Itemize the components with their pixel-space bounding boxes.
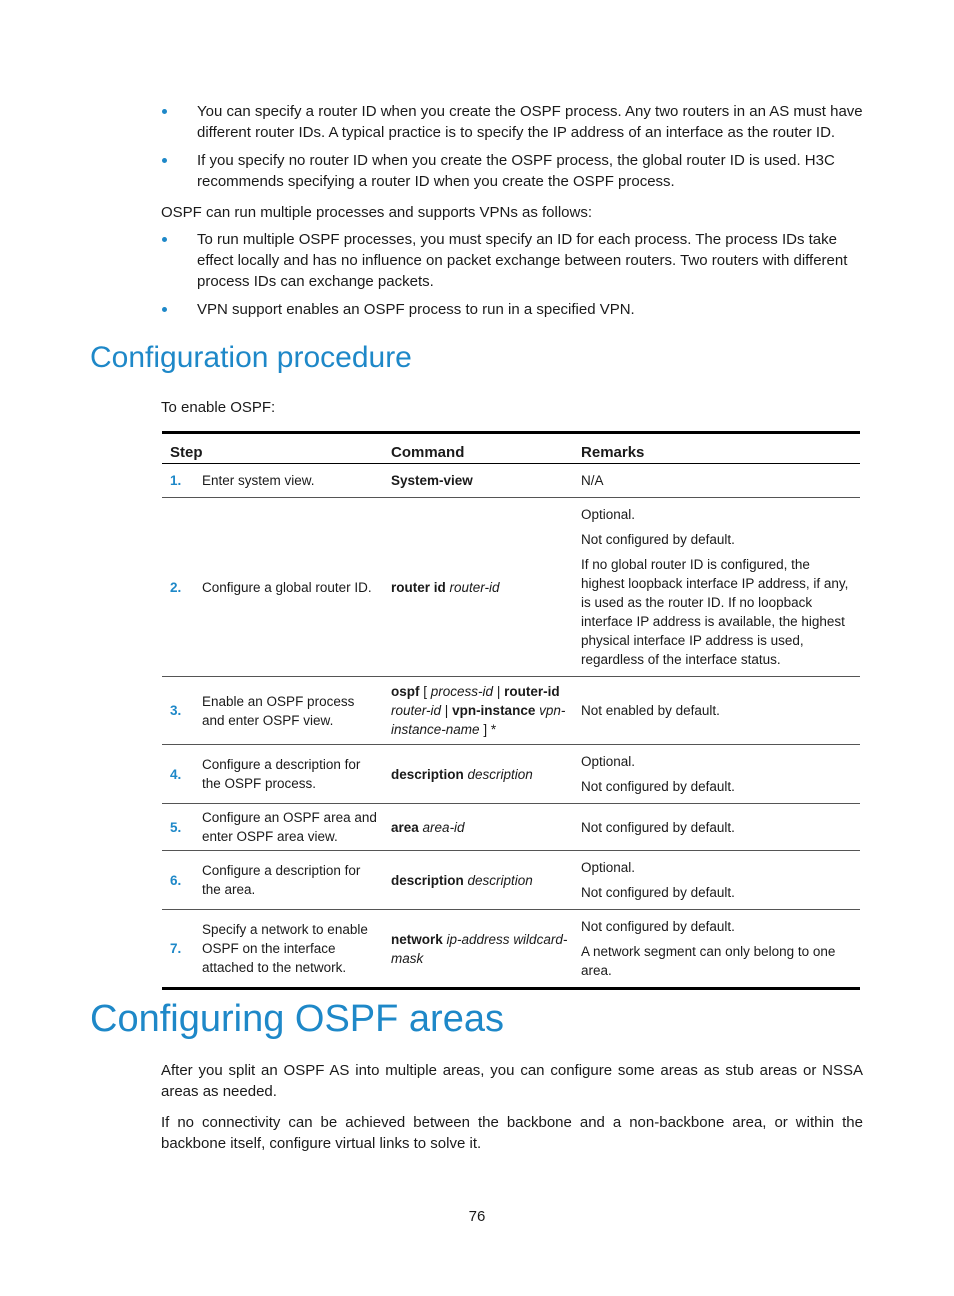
command-token: network <box>391 931 447 947</box>
command-token: ospf <box>391 684 420 699</box>
remark-line: Optional. <box>581 860 636 875</box>
command-token: area <box>391 819 423 835</box>
table-row <box>162 804 860 851</box>
command-token: process-id <box>430 684 494 699</box>
bullet-text: If you specify no router ID when you create the OSPF process, the global router ID is used. H3C recommends specifying a router ID when you create the OSPF process. <box>197 152 835 190</box>
step-remarks <box>573 851 860 910</box>
bullet-item <box>161 101 866 143</box>
step-command <box>383 498 573 677</box>
vpn-intro-text: OSPF can run multiple processes and supports VPNs as follows: <box>161 204 593 221</box>
header-step: Step <box>170 444 203 461</box>
remark-line: If no global router ID is configured, the highest loopback interface IP address, if any, is used as the router ID. If no loopback interface IP address is available, the highest physical interface IP address is used, regardless of the interface status. <box>581 557 849 667</box>
table-body <box>162 464 860 989</box>
remark-line: Not configured by default. <box>581 885 735 900</box>
remark-line: Not configured by default. <box>581 819 735 835</box>
step-description: Configure an OSPF area and enter OSPF area view. <box>202 810 377 844</box>
remark-line: Optional. <box>581 754 636 769</box>
step-remarks <box>573 745 860 804</box>
command-token: router-id <box>449 579 500 595</box>
remark-line: Not configured by default. <box>581 919 735 934</box>
command-token: description <box>467 766 533 782</box>
bullet-text: VPN support enables an OSPF process to run in a specified VPN. <box>197 301 635 318</box>
step-description: Configure a description for the OSPF process. <box>202 757 361 791</box>
step-number: 7. <box>170 941 182 956</box>
vpn-bullet-list <box>161 229 866 320</box>
table-row <box>162 745 860 804</box>
table-row <box>162 498 860 677</box>
step-remarks <box>573 677 860 745</box>
command-token: ip-address wildcard-mask <box>391 931 568 966</box>
command-token: area-id <box>422 819 465 835</box>
section-heading: Configuration procedure <box>90 341 412 374</box>
remark-line: Optional. <box>581 507 636 522</box>
step-number: 1. <box>170 473 182 488</box>
remark-line: Not configured by default. <box>581 779 735 794</box>
bullet-item <box>161 299 866 320</box>
command-token: [ <box>419 684 431 699</box>
step-remarks <box>573 804 860 851</box>
table-row <box>162 851 860 910</box>
step-number: 5. <box>170 819 182 835</box>
table-row <box>162 464 860 498</box>
bullet-text: To run multiple OSPF processes, you must specify an ID for each process. The process IDs take effect locally and has no influence on packet exchange between routers. Two routers with different process IDs can exchange packets. <box>197 231 848 290</box>
command-token: description <box>391 766 468 782</box>
command-token: System-view <box>391 473 473 488</box>
bullet-dot-icon <box>162 307 167 312</box>
command-token: vpn-instance <box>452 703 536 718</box>
bullet-item <box>161 229 866 292</box>
step-number: 3. <box>170 703 182 718</box>
header-command: Command <box>391 444 465 461</box>
command-token: vpn-instance-name <box>391 703 566 737</box>
step-remarks <box>573 464 860 498</box>
page-number: 76 <box>468 1208 486 1225</box>
table-header-row <box>162 433 860 464</box>
bullet-dot-icon <box>162 237 167 242</box>
step-command <box>383 677 573 745</box>
areas-paragraph: If no connectivity can be achieved between the backbone and a non-backbone area, or within the backbone itself, configure virtual links to solve it. <box>161 1114 863 1152</box>
command-token: description <box>391 872 468 888</box>
command-token: router id <box>391 579 450 595</box>
table-intro-text: To enable OSPF: <box>161 399 276 416</box>
command-token: | <box>493 684 505 699</box>
step-command <box>383 851 573 910</box>
command-token: description <box>467 872 533 888</box>
step-description: Enable an OSPF process and enter OSPF view. <box>202 693 355 728</box>
table-row <box>162 677 860 745</box>
step-remarks <box>573 498 860 677</box>
table-row <box>162 910 860 989</box>
step-command <box>383 745 573 804</box>
step-description: Specify a network to enable OSPF on the interface attached to the network. <box>202 922 368 975</box>
areas-paragraph: After you split an OSPF AS into multiple areas, you can configure some areas as stub areas or NSSA areas as needed. <box>161 1062 863 1100</box>
step-command <box>383 804 573 851</box>
bullet-item <box>161 150 866 192</box>
remark-line: Not configured by default. <box>581 532 735 547</box>
router-id-bullet-list <box>161 101 866 192</box>
command-token: ] * <box>479 722 497 737</box>
bullet-text: You can specify a router ID when you create the OSPF process. Any two routers in an AS must have different router IDs. A typical practice is to specify the IP address of an interface as the router ID. <box>197 103 863 141</box>
step-description: Enter system view. <box>202 473 315 488</box>
command-token: | <box>441 703 453 718</box>
step-description: Configure a description for the area. <box>202 863 361 897</box>
remark-line: Not enabled by default. <box>581 703 720 718</box>
command-token: router-id <box>504 684 560 699</box>
remark-line: N/A <box>581 473 604 488</box>
ospf-steps-table <box>162 431 860 990</box>
step-command <box>383 464 573 498</box>
remark-line: A network segment can only belong to one area. <box>581 944 836 978</box>
chapter-heading: Configuring OSPF areas <box>90 998 504 1040</box>
step-command <box>383 910 573 989</box>
header-remarks: Remarks <box>581 444 645 461</box>
command-token: router-id <box>391 703 442 718</box>
step-description: Configure a global router ID. <box>202 579 372 595</box>
bullet-dot-icon <box>162 109 167 114</box>
step-number: 6. <box>170 872 182 888</box>
step-remarks <box>573 910 860 989</box>
step-number: 4. <box>170 766 182 782</box>
step-number: 2. <box>170 579 182 595</box>
bullet-dot-icon <box>162 158 167 163</box>
